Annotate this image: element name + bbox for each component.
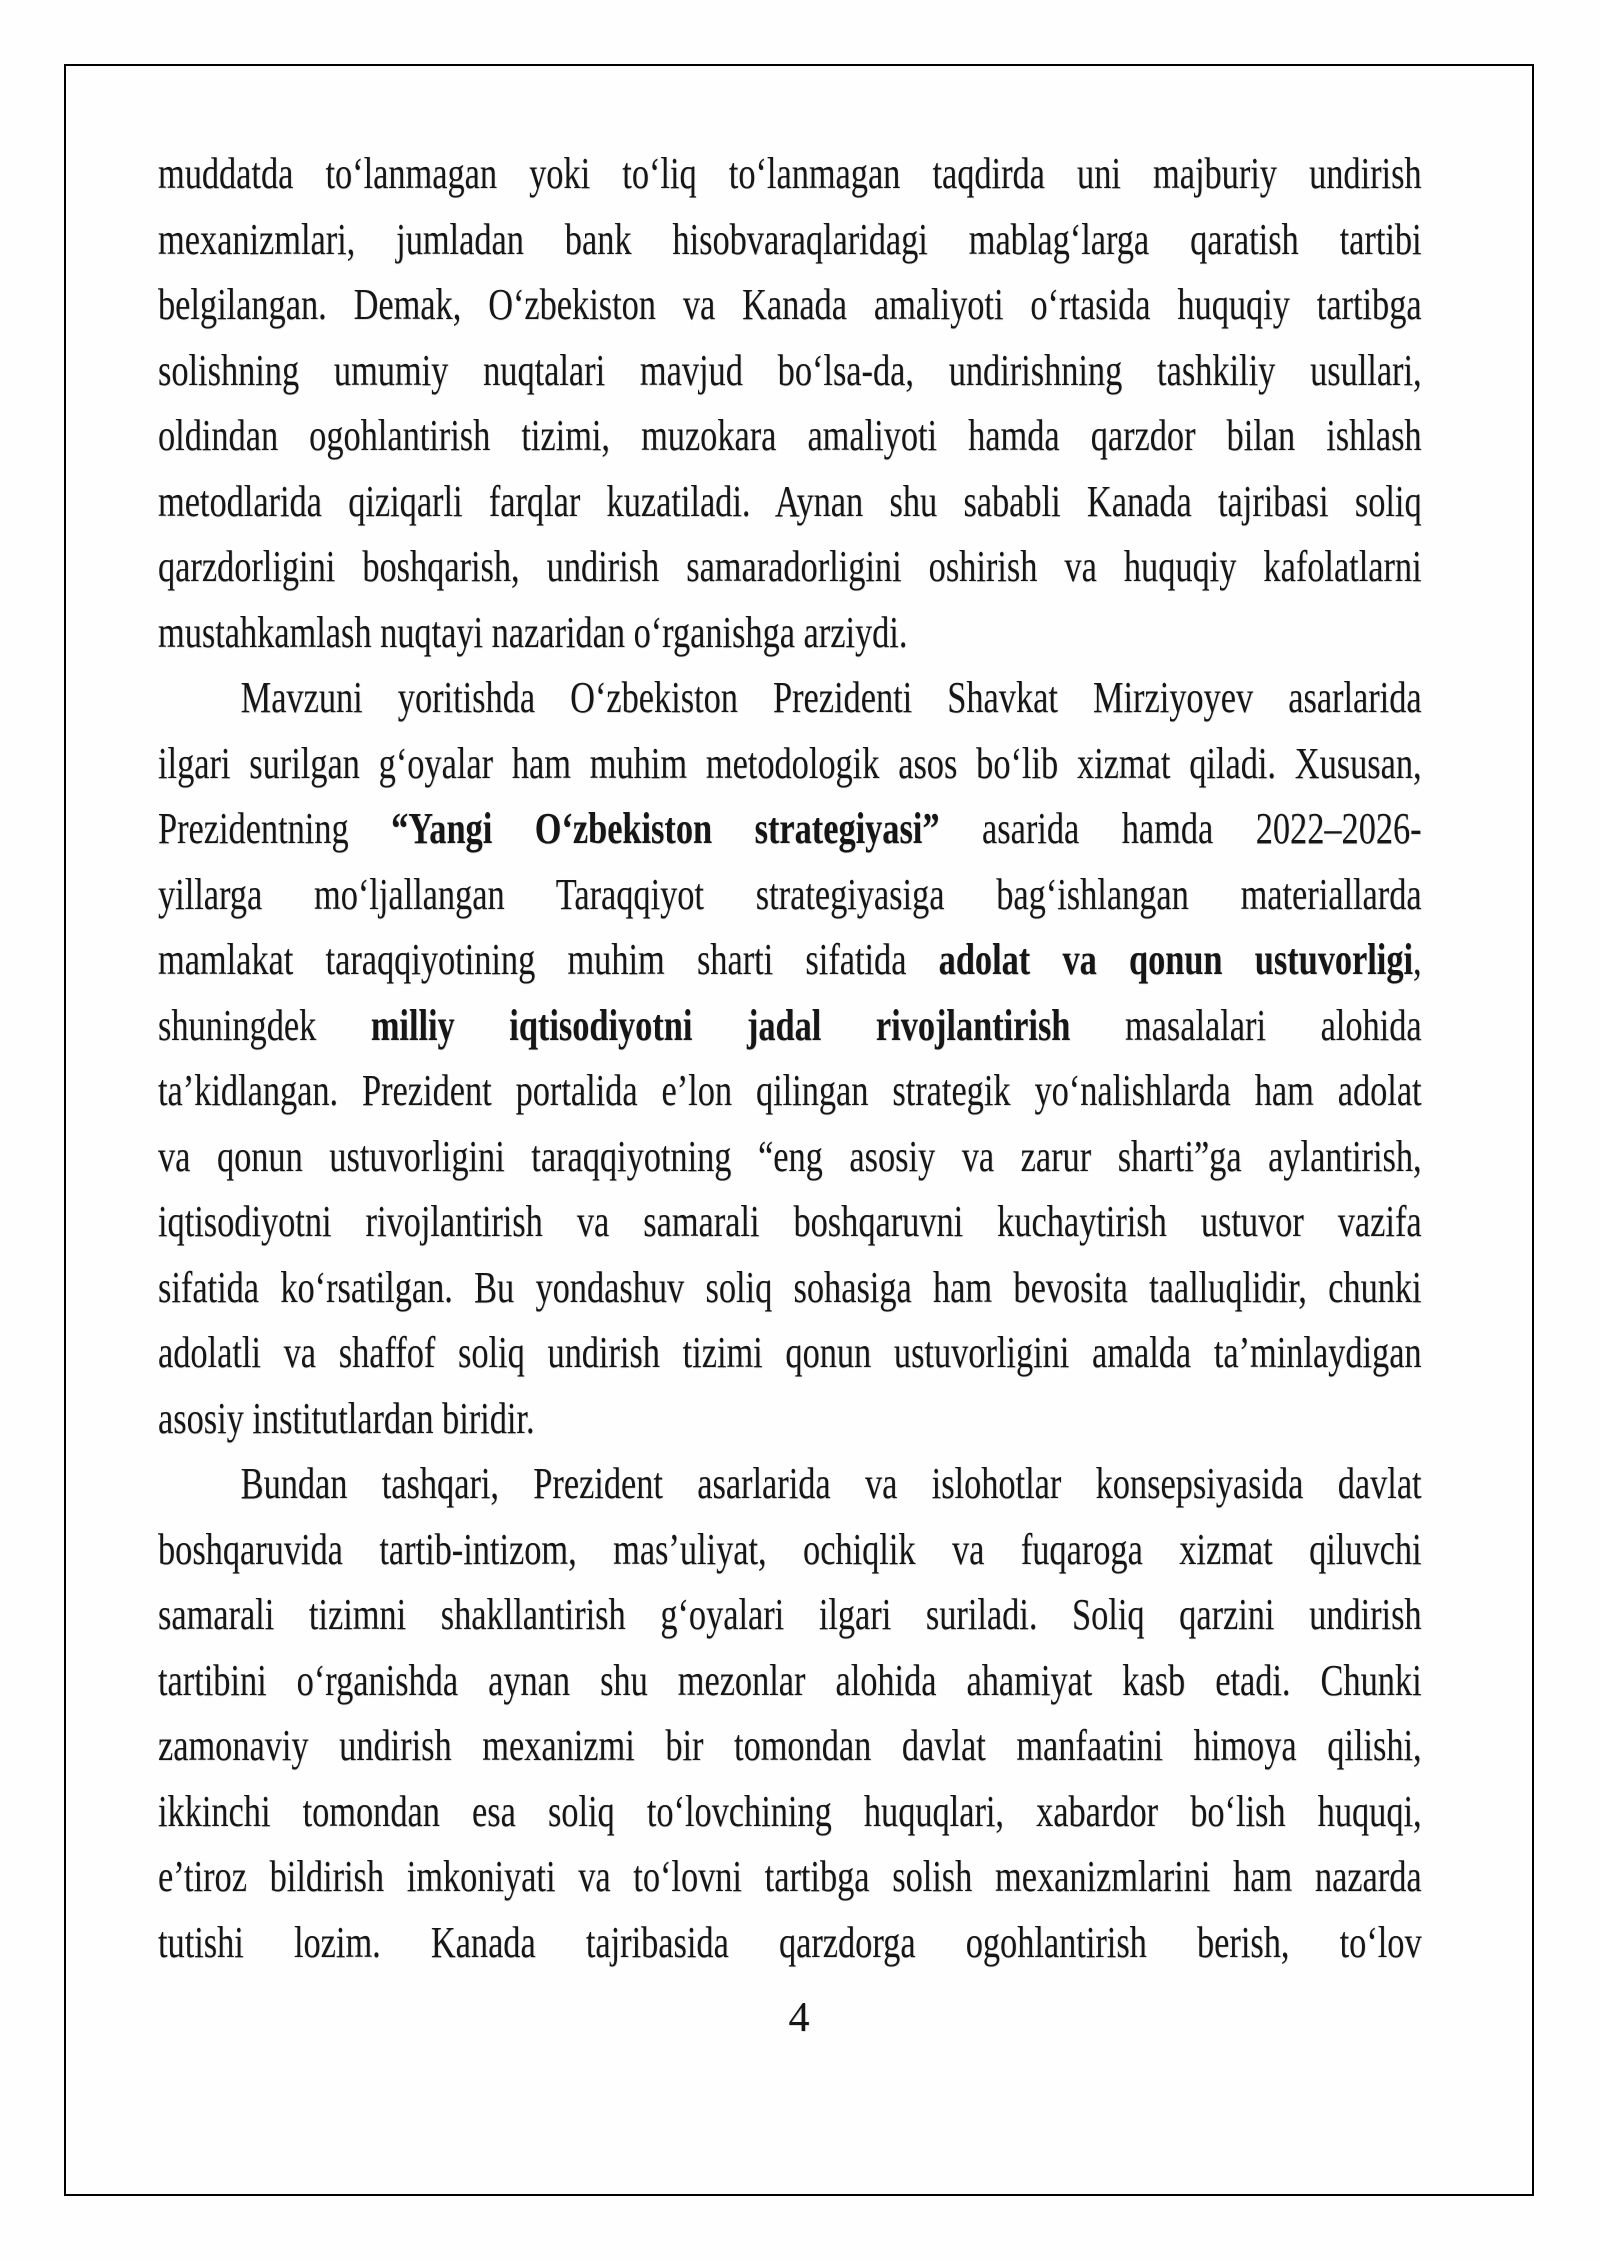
text-line: yillarga moʻljallangan Taraqqiyot strategiyasiga bagʻishlangan materiallarda xyxy=(158,869,1422,919)
page-number: 4 xyxy=(788,1995,810,2041)
text-line: tutishi lozim. Kanada tajribasida qarzdorga ogohlantirish berish, toʻlov xyxy=(158,1917,1422,1967)
text-line: Bundan tashqari, Prezident asarlarida va islohotlar konsepsiyasida davlat xyxy=(240,1459,1422,1508)
text-line: Mavzuni yoritishda Oʻzbekiston Prezidenti Shavkat Mirziyoyev asarlarida xyxy=(240,673,1422,722)
text-line: va qonun ustuvorligini taraqqiyotning “eng asosiy va zarur sharti”ga aylantirish, xyxy=(158,1131,1422,1181)
text-line: tartibini oʻrganishda aynan shu mezonlar alohida ahamiyat kasb etadi. Chunki xyxy=(158,1655,1422,1705)
text-line: samarali tizimni shakllantirish gʻoyalari ilgari suriladi. Soliq qarzini undirish xyxy=(158,1590,1422,1639)
text-line: mamlakat taraqqiyotining muhim sharti sifatida adolat va qonun ustuvorligi, xyxy=(158,935,1422,984)
text-line: adolatli va shaffof soliq undirish tizimi qonun ustuvorligini amalda ta’minlaydigan xyxy=(158,1328,1422,1377)
text-line: e’tiroz bildirish imkoniyati va toʻlovni tartibga solish mexanizmlarini ham nazarda xyxy=(158,1852,1422,1901)
text-line: belgilangan. Demak, Oʻzbekiston va Kanada amaliyoti oʻrtasida huquqiy tartibga xyxy=(158,280,1422,329)
text-line: muddatda toʻlanmagan yoki toʻliq toʻlanmagan taqdirda uni majburiy undirish xyxy=(158,149,1422,198)
text-line: shuningdek milliy iqtisodiyotni jadal rivojlantirish masalalari alohida xyxy=(158,1000,1422,1050)
text-line: ta’kidlangan. Prezident portalida e’lon qilingan strategik yoʻnalishlarda ham adolat xyxy=(158,1066,1422,1115)
text-line: zamonaviy undirish mexanizmi bir tomondan davlat manfaatini himoya qilishi, xyxy=(158,1721,1422,1770)
text-line: Prezidentning “Yangi Oʻzbekiston strategiyasi” asarida hamda 2022–2026- xyxy=(158,804,1422,853)
text-line: solishning umumiy nuqtalari mavjud boʻlsa-da, undirishning tashkiliy usullari, xyxy=(158,345,1422,395)
text-line: asosiy institutlardan biridir. xyxy=(158,1393,535,1443)
text-line: sifatida koʻrsatilgan. Bu yondashuv soliq sohasiga ham bevosita taalluqlidir, chunki xyxy=(158,1262,1422,1312)
body-text xyxy=(158,141,1422,1975)
text-line: boshqaruvida tartib-intizom, mas’uliyat, ochiqlik va fuqaroga xizmat qiluvchi xyxy=(158,1524,1422,1574)
text-line: ilgari surilgan gʻoyalar ham muhim metodologik asos boʻlib xizmat qiladi. Xususan, xyxy=(158,738,1422,788)
text-line: mexanizmlari, jumladan bank hisobvaraqlaridagi mablagʻlarga qaratish tartibi xyxy=(158,214,1422,264)
text-line: iqtisodiyotni rivojlantirish va samarali boshqaruvni kuchaytirish ustuvor vazifa xyxy=(158,1197,1422,1246)
text-line: metodlarida qiziqarli farqlar kuzatiladi. Aynan shu sababli Kanada tajribasi soliq xyxy=(158,476,1422,526)
text-line: mustahkamlash nuqtayi nazaridan oʻrganishga arziydi. xyxy=(158,607,908,657)
text-line: ikkinchi tomondan esa soliq toʻlovchining huquqlari, xabardor boʻlish huquqi, xyxy=(158,1786,1422,1836)
text-line: oldindan ogohlantirish tizimi, muzokara amaliyoti hamda qarzdor bilan ishlash xyxy=(158,411,1422,460)
page-border xyxy=(64,64,1534,2196)
text-line: qarzdorligini boshqarish, undirish samaradorligini oshirish va huquqiy kafolatlarni xyxy=(158,542,1422,591)
